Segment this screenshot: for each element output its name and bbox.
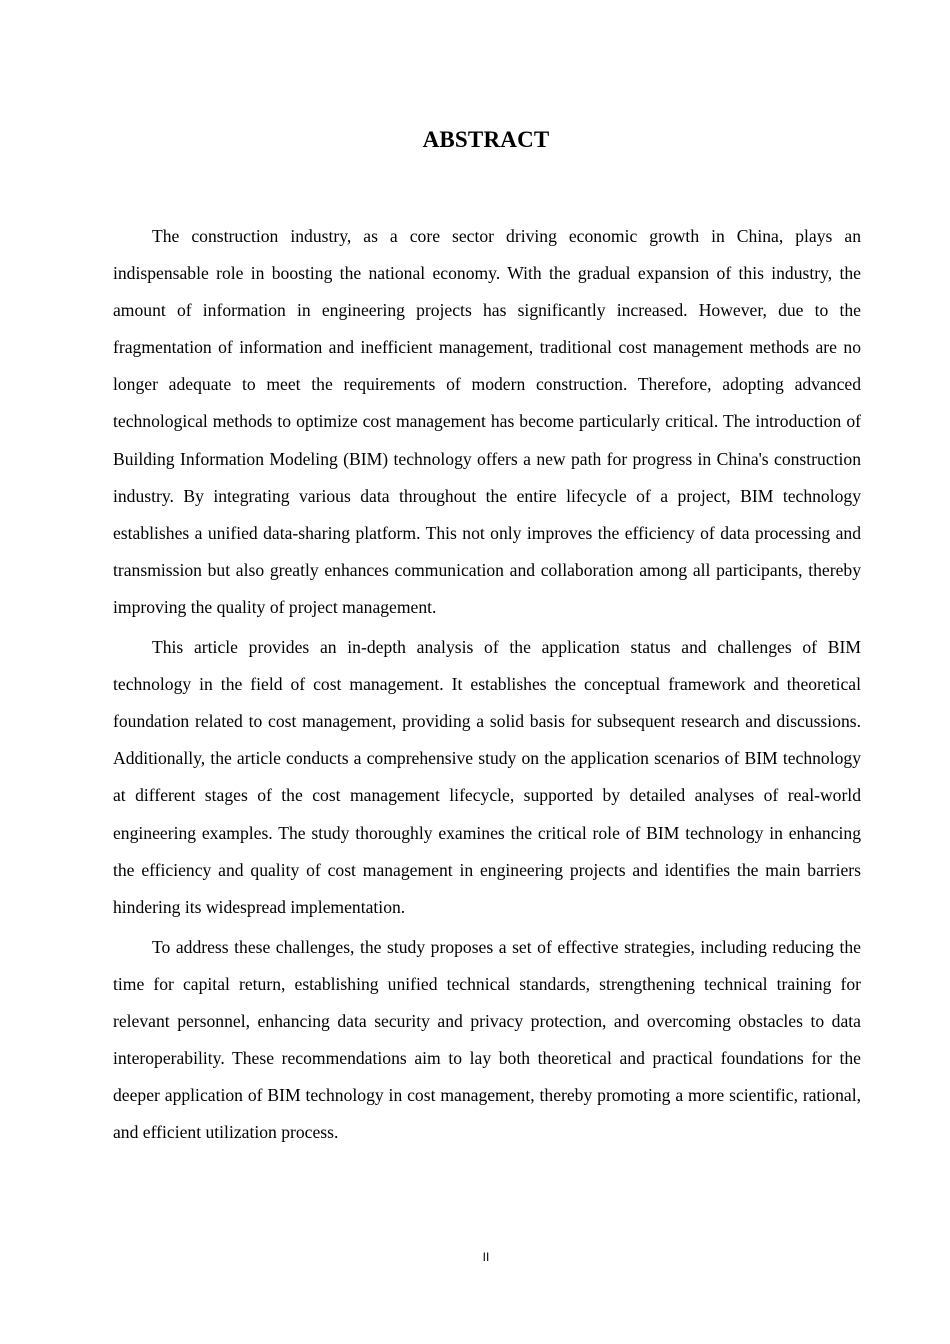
abstract-paragraph-3: To address these challenges, the study proposes a set of effective strategies, including reducing the time for capital return, establishing unified technical standards, strengthening technical training for relevant personnel, enhancing data security and privacy protection, and overcoming obstacles to data interoperability. These recommendations aim to lay both theoretical and practical foundations for the deeper application of BIM technology in cost management, thereby promoting a more scientific, rational, and efficient utilization process.	[113, 936, 861, 1143]
abstract-paragraph-1: The construction industry, as a core sector driving economic growth in China, plays an indispensable role in boosting the national economy. With the gradual expansion of this industry, the amount of information in engineering projects has significantly increased. However, due to the fragmentation of information and inefficient management, traditional cost management methods are no longer adequate to meet the requirements of modern construction. Therefore, adopting advanced technological methods to optimize cost management has become particularly critical. The introduction of Building Information Modeling (BIM) technology offers a new path for progress in China's construction industry. By integrating various data throughout the entire lifecycle of a project, BIM technology establishes a unified data-sharing platform. This not only improves the efficiency of data processing and transmission but also greatly enhances communication and collaboration among all participants, thereby improving the quality of project management.	[113, 226, 861, 617]
abstract-body	[113, 218, 861, 1151]
page-number: II	[482, 1250, 490, 1264]
abstract-heading: ABSTRACT	[422, 127, 550, 152]
abstract-paragraph-2: This article provides an in-depth analysis of the application status and challenges of BIM technology in the field of cost management. It establishes the conceptual framework and theoretical foundation related to cost management, providing a solid basis for subsequent research and discussions. Additionally, the article conducts a comprehensive study on the application scenarios of BIM technology at different stages of the cost management lifecycle, supported by detailed analyses of real-world engineering examples. The study thoroughly examines the critical role of BIM technology in enhancing the efficiency and quality of cost management in engineering projects and identifies the main barriers hindering its widespread implementation.	[113, 637, 861, 917]
